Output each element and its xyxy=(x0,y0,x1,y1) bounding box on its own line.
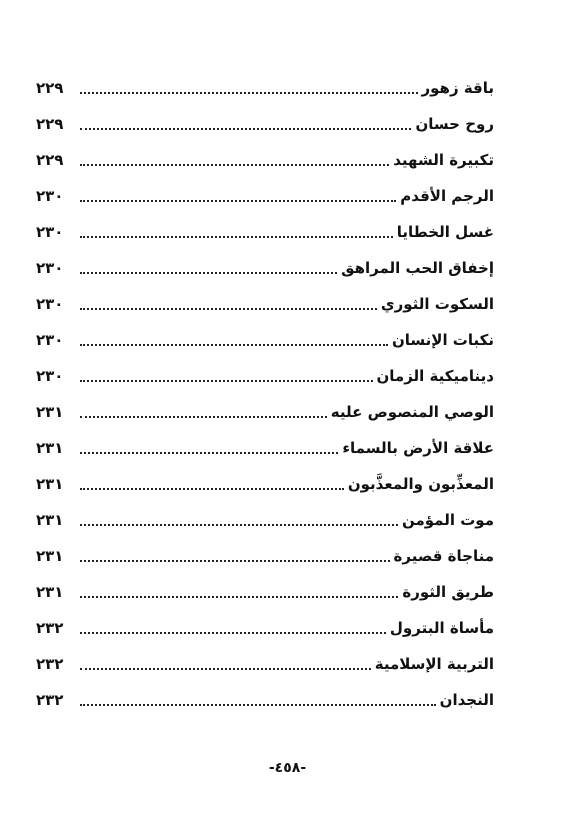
dot-leader xyxy=(80,524,398,526)
toc-entry-page-number: ٢٣٠ xyxy=(36,223,64,241)
dot-leader xyxy=(80,632,386,634)
dot-leader xyxy=(80,164,389,166)
toc-entry-title: التربية الإسلامية xyxy=(374,655,494,673)
toc-entry xyxy=(36,642,494,678)
dot-leader xyxy=(80,308,377,310)
dot-leader xyxy=(80,272,337,274)
toc-entry-page-number: ٢٣٠ xyxy=(36,367,64,385)
toc-entry xyxy=(36,102,494,138)
toc-entry-title: إخفاق الحب المراهق xyxy=(341,259,494,277)
toc-entry-page-number: ٢٣١ xyxy=(36,475,64,493)
toc-entry-page-number: ٢٣٠ xyxy=(36,259,64,277)
toc-entry-title: نكبات الإنسان xyxy=(391,331,494,349)
toc-entry xyxy=(36,210,494,246)
dot-leader xyxy=(80,704,436,706)
toc-entry xyxy=(36,462,494,498)
dot-leader xyxy=(80,92,418,94)
toc-entry-page-number: ٢٣٢ xyxy=(36,619,64,637)
toc-entry-page-number: ٢٣٠ xyxy=(36,331,64,349)
toc-entry-page-number: ٢٣١ xyxy=(36,403,64,421)
toc-entry-page-number: ٢٣٠ xyxy=(36,187,64,205)
toc-entry xyxy=(36,66,494,102)
table-of-contents xyxy=(36,66,494,714)
dot-leader xyxy=(80,380,373,382)
toc-entry-page-number: ٢٢٩ xyxy=(36,151,64,169)
dot-leader xyxy=(80,200,396,202)
toc-entry xyxy=(36,174,494,210)
toc-entry-page-number: ٢٢٩ xyxy=(36,79,64,97)
toc-entry xyxy=(36,390,494,426)
toc-entry-title: المعذِّبون والمعذَّبون xyxy=(347,475,494,493)
toc-entry xyxy=(36,354,494,390)
toc-entry xyxy=(36,606,494,642)
dot-leader xyxy=(80,488,344,490)
toc-entry-page-number: ٢٣٢ xyxy=(36,691,64,709)
toc-entry-title: باقة زهور xyxy=(421,79,494,97)
dot-leader xyxy=(80,560,390,562)
toc-entry xyxy=(36,318,494,354)
toc-entry-title: النجدان xyxy=(439,691,494,709)
toc-entry-title: ديناميكية الزمان xyxy=(376,367,494,385)
toc-entry-title: السكوت الثوري xyxy=(380,295,494,313)
toc-entry xyxy=(36,282,494,318)
toc-entry-page-number: ٢٣١ xyxy=(36,511,64,529)
toc-entry-title: طريق الثورة xyxy=(402,583,494,601)
page-number: -٤٥٨- xyxy=(268,760,307,776)
dot-leader xyxy=(80,416,327,418)
dot-leader xyxy=(80,128,411,130)
toc-entry xyxy=(36,534,494,570)
toc-entry xyxy=(36,678,494,714)
dot-leader xyxy=(80,452,338,454)
dot-leader xyxy=(80,596,398,598)
toc-entry xyxy=(36,246,494,282)
toc-entry-page-number: ٢٢٩ xyxy=(36,115,64,133)
toc-entry-page-number: ٢٣٠ xyxy=(36,295,64,313)
dot-leader xyxy=(80,668,371,670)
toc-entry-title: روح حسان xyxy=(415,115,494,133)
toc-entry xyxy=(36,570,494,606)
dot-leader xyxy=(80,344,388,346)
toc-entry-page-number: ٢٣١ xyxy=(36,439,64,457)
dot-leader xyxy=(80,236,393,238)
toc-entry-title: الوصي المنصوص عليه xyxy=(330,403,494,421)
toc-entry-title: تكبيرة الشهيد xyxy=(393,151,494,169)
toc-entry-title: مناجاة قصيرة xyxy=(393,547,494,565)
toc-entry xyxy=(36,138,494,174)
toc-entry-page-number: ٢٣٢ xyxy=(36,655,64,673)
toc-entry-title: علاقة الأرض بالسماء xyxy=(342,439,494,457)
toc-entry-page-number: ٢٣١ xyxy=(36,547,64,565)
toc-entry-title: غسل الخطايا xyxy=(396,223,494,241)
toc-entry xyxy=(36,426,494,462)
toc-entry-title: الرجم الأقدم xyxy=(400,187,494,205)
toc-entry-title: مأساة البترول xyxy=(389,619,494,637)
toc-entry-title: موت المؤمن xyxy=(401,511,494,529)
toc-entry-page-number: ٢٣١ xyxy=(36,583,64,601)
toc-entry xyxy=(36,498,494,534)
